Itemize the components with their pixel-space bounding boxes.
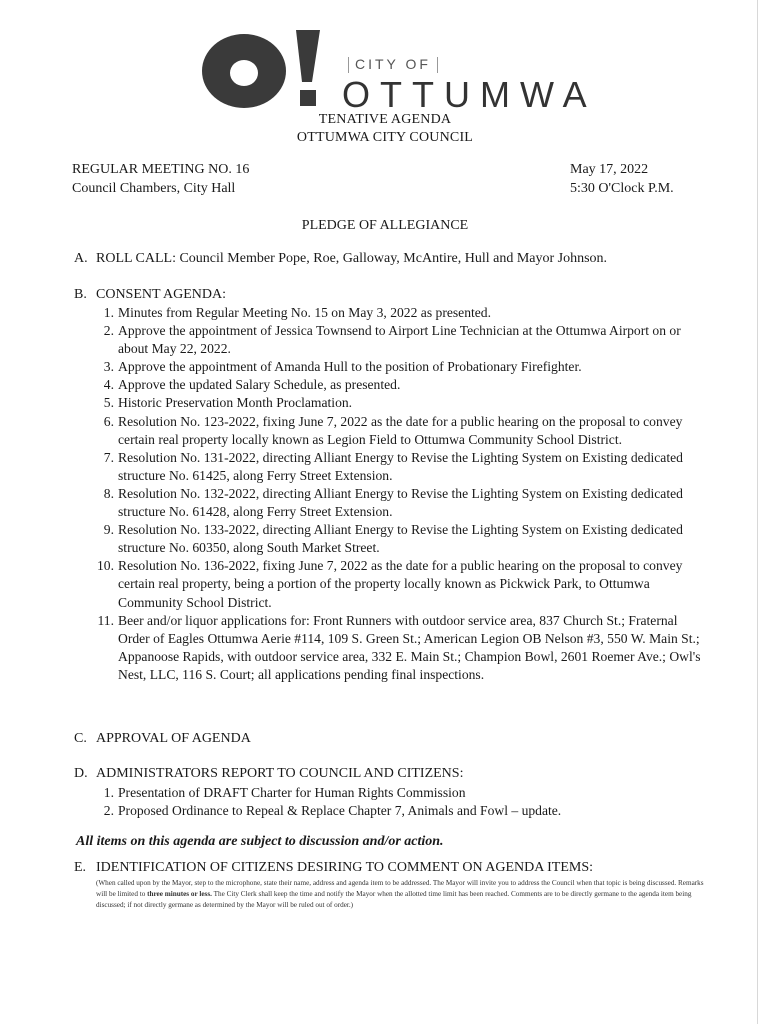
section-roll-call (74, 251, 607, 267)
meeting-location: Council Chambers, City Hall (72, 181, 236, 196)
section-administrators-report (74, 766, 463, 782)
ottumwa-logo-mark-icon (196, 22, 326, 112)
agenda-item-number: 9. (103, 522, 114, 538)
agenda-item-text: Approve the updated Salary Schedule, as presented. (118, 377, 401, 393)
administrators-report-list (96, 784, 708, 820)
section-letter: A. (74, 251, 88, 266)
agenda-item (96, 612, 708, 684)
section-consent-agenda (74, 287, 226, 303)
section-letter: D. (74, 766, 88, 781)
agenda-item (96, 485, 708, 521)
consent-agenda-list (96, 304, 708, 684)
agenda-item (96, 376, 708, 394)
section-title: APPROVAL OF AGENDA (96, 731, 251, 746)
agenda-item (96, 358, 708, 376)
agenda-item-number: 1. (103, 785, 114, 800)
agenda-title: TENATIVE AGENDA (318, 112, 452, 127)
meeting-date: May 17, 2022 (570, 162, 649, 177)
agenda-item (96, 802, 708, 820)
agenda-item (96, 449, 708, 485)
roll-call-text: ROLL CALL: Council Member Pope, Roe, Galloway, McAntire, Hull and Mayor Johnson. (96, 251, 608, 266)
logo-city-of: CITY OF (342, 56, 444, 73)
rules-time-limit: three minutes or less. (147, 890, 212, 898)
rules-text-part-1: (When called upon by the Mayor, step to the microphone, state their name, address and agenda item to be addressed. The Mayor will invite you to address the Council when that topic is being discussed. Remarks will be limited to (96, 879, 704, 898)
agenda-item (96, 784, 708, 802)
section-approval-of-agenda (74, 731, 251, 747)
agenda-item-text: Resolution No. 123-2022, fixing June 7, 2022 as the date for a public hearing on the proposal to convey certain real property locally known as Legion Field to Ottumwa Community School District. (118, 413, 683, 447)
meeting-datetime (570, 160, 674, 198)
agenda-item-number: 7. (103, 449, 114, 465)
agenda-item-number: 1. (103, 305, 114, 320)
agenda-item-text: Resolution No. 136-2022, fixing June 7, 2022 as the date for a public hearing on the proposal to convey certain real property, being a portion of the property locally known as Pickwick Park, to Ottumwa Community School District. (118, 558, 683, 610)
section-title: CONSENT AGENDA: (96, 287, 227, 302)
agenda-item-text: Resolution No. 133-2022, directing Alliant Energy to Revise the Lighting System on Existing dedicated structure No. 60350, along South Market Street. (118, 522, 683, 556)
meeting-time: 5:30 O'Clock P.M. (570, 181, 674, 196)
agenda-item (96, 394, 708, 412)
agenda-item-text: Proposed Ordinance to Repeal & Replace Chapter 7, Animals and Fowl – update. (118, 803, 562, 819)
section-letter: C. (74, 731, 87, 746)
agenda-item-text: Beer and/or liquor applications for: Front Runners with outdoor service area, 837 Church St.; Fraternal Order of Eagles Ottumwa Aerie #114, 109 S. Green St.; American Legion OB Nelson #3, 550 W. Main St.; Appanoose Rapids, with outdoor service area, 332 E. Main St.; Champion Bowl, 2601 Roemer Ave.; Owl's Nest, LLC, 116 S. Court; all applications pending final inspections. (118, 612, 701, 682)
agenda-item (96, 304, 708, 322)
agenda-item-text: Minutes from Regular Meeting No. 15 on May 3, 2022 as presented. (118, 305, 492, 320)
logo-city-name: OTTUMWA (342, 74, 597, 115)
agenda-item-text: Presentation of DRAFT Charter for Human Rights Commission (118, 785, 466, 800)
section-title: IDENTIFICATION OF CITIZENS DESIRING TO COMMENT ON AGENDA ITEMS: (96, 860, 593, 875)
agenda-item-number: 4. (103, 377, 114, 393)
agenda-item-text: Historic Preservation Month Proclamation. (118, 395, 353, 411)
meeting-name: REGULAR MEETING NO. 16 (72, 162, 250, 177)
agenda-item-number: 11. (97, 612, 114, 628)
city-logo (196, 22, 597, 115)
agenda-notice: All items on this agenda are subject to discussion and/or action. (76, 834, 444, 849)
agenda-item (96, 413, 708, 449)
section-citizen-comment (74, 860, 593, 876)
section-title: ADMINISTRATORS REPORT TO COUNCIL AND CITIZENS: (96, 766, 464, 781)
agenda-item-text: Resolution No. 132-2022, directing Alliant Energy to Revise the Lighting System on Existing dedicated structure No. 61428, along Ferry Street Extension. (118, 485, 683, 520)
agenda-item (96, 322, 708, 358)
scan-edge-divider (757, 0, 758, 1024)
agenda-item-number: 6. (103, 413, 114, 429)
agenda-item-number: 5. (103, 395, 114, 411)
council-title: OTTUMWA CITY COUNCIL (296, 130, 474, 145)
agenda-item-number: 2. (103, 803, 114, 819)
section-letter: E. (74, 860, 87, 875)
agenda-item-number: 3. (103, 359, 114, 375)
agenda-item-number: 2. (103, 323, 114, 339)
meeting-info (72, 160, 249, 198)
section-letter: B. (74, 287, 87, 302)
agenda-item (96, 521, 708, 557)
agenda-item-text: Approve the appointment of Jessica Townsend to Airport Line Technician at the Ottumwa Airport on or about May 22, 2022. (118, 323, 681, 357)
citizen-comment-rules (96, 878, 716, 911)
agenda-item-text: Approve the appointment of Amanda Hull to the position of Probationary Firefighter. (118, 359, 582, 375)
agenda-item-number: 8. (103, 485, 114, 501)
rules-text-part-2: The City Clerk shall keep the time and notify the Mayor when the allotted time limit has been reached. Comments are to be directly germane to the agenda item being discussed; if not directly germane as determined by the Mayor will be ruled out of order.) (96, 890, 692, 909)
agenda-item-number: 10. (97, 558, 114, 574)
agenda-item (96, 557, 708, 611)
pledge-heading: PLEDGE OF ALLEGIANCE (301, 218, 469, 233)
agenda-item-text: Resolution No. 131-2022, directing Alliant Energy to Revise the Lighting System on Existing dedicated structure No. 61425, along Ferry Street Extension. (118, 449, 683, 483)
